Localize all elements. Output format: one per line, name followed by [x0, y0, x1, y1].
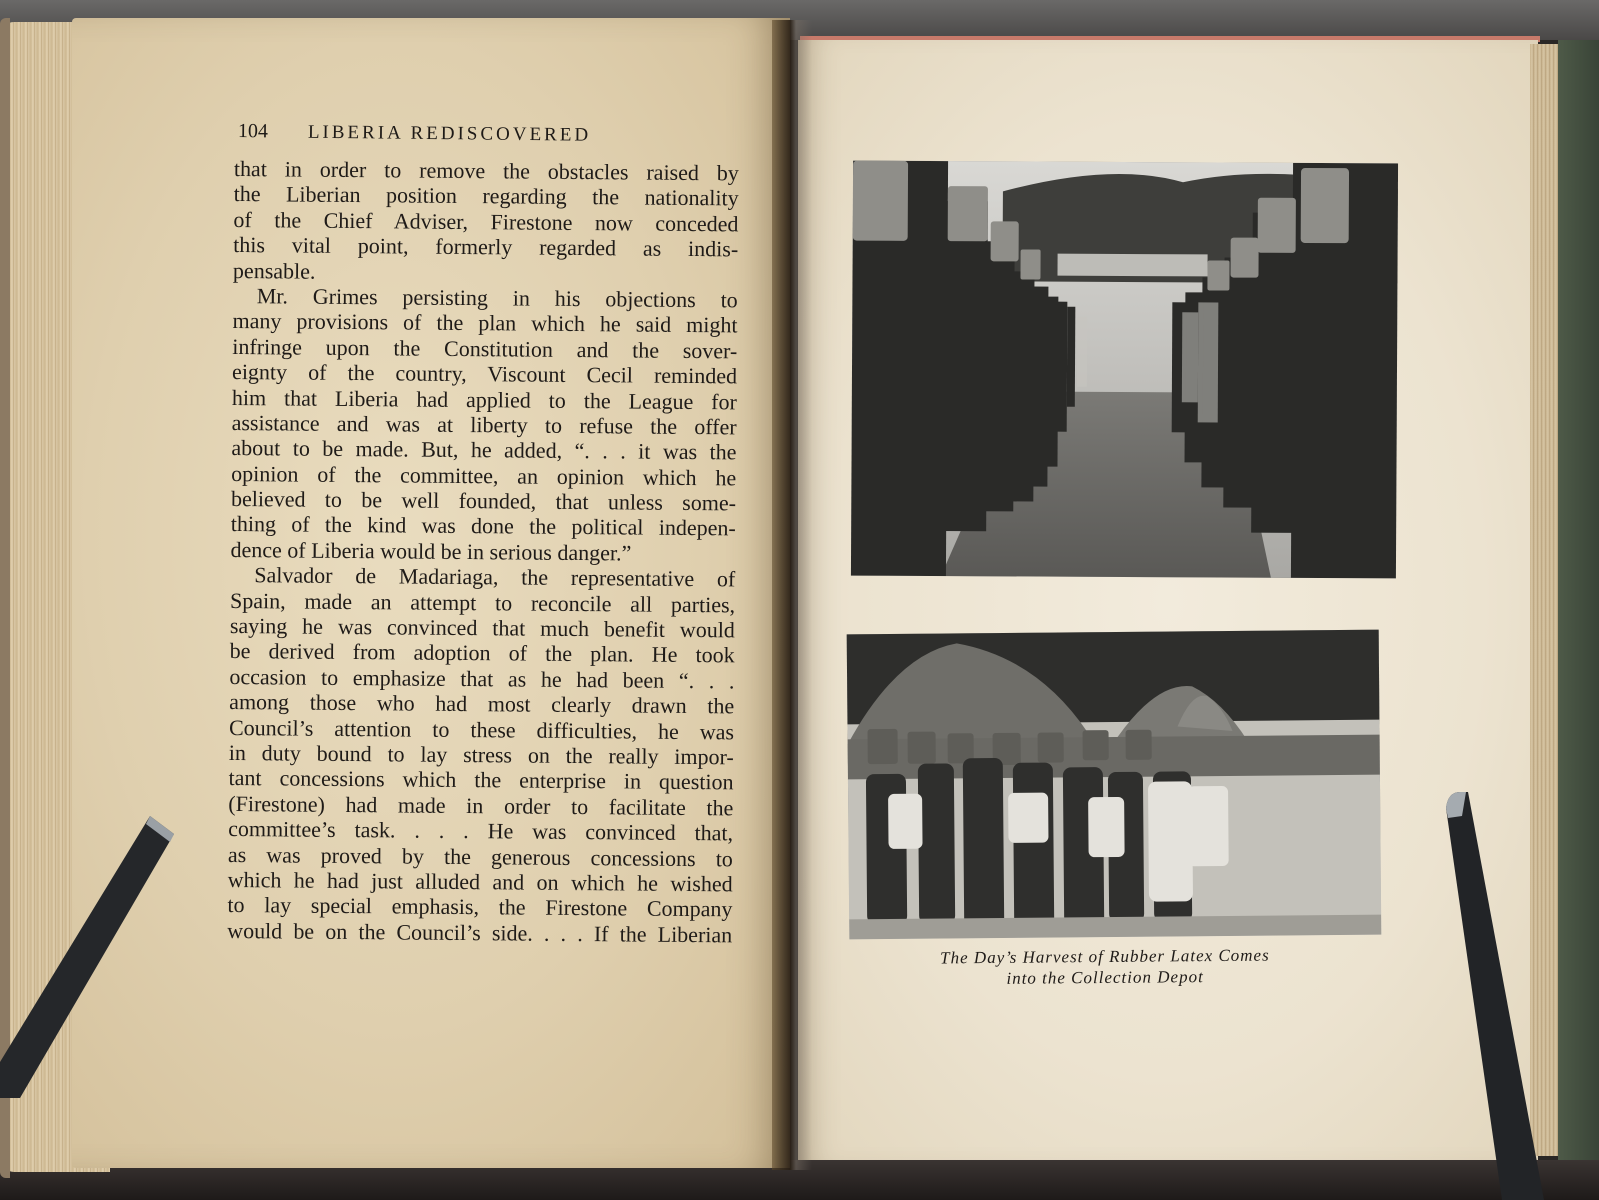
text-line: to lay special emphasis, the Firestone Company: [227, 892, 733, 922]
text-line: be derived from adoption of the plan. He took: [229, 638, 735, 668]
book-gutter: [772, 20, 812, 1170]
photo-latex-carriers-line: [851, 161, 1398, 579]
left-book-stand: [0, 812, 180, 1102]
text-line: pensable.: [232, 257, 316, 284]
text-line: assistance and was at liberty to refuse the offer: [231, 409, 737, 440]
text-line: believed to be well founded, that unless some-: [230, 486, 737, 516]
text-line: eignty of the country, Viscount Cecil reminded: [232, 359, 738, 389]
text-line: opinion of the committee, an opinion which he: [231, 460, 737, 491]
photo-collection-depot-image: [847, 630, 1382, 940]
text-line: which he had just alluded and on which he wished: [227, 866, 733, 897]
text-line: Salvador de Madariaga, the representative of: [254, 562, 736, 592]
text-line: Council’s attention to these difficulties, he was: [228, 714, 735, 744]
text-line: the Liberian position regarding the nationality: [233, 181, 739, 211]
text-line: Spain, made an attempt to reconcile all parties,: [230, 587, 736, 618]
text-line: about to be made. But, he added, “. . . it was the: [231, 435, 737, 465]
book-title: LIBERIA REDISCOVERED: [307, 121, 592, 146]
text-line: of the Chief Adviser, Firestone now conceded: [233, 206, 739, 237]
text-line: in duty bound to lay stress on the really impor-: [228, 739, 734, 770]
text-line: this vital point, formerly regarded as indis-: [233, 232, 739, 262]
text-line: would be on the Council’s side. . . . If the Liberian: [227, 917, 733, 948]
text-line: saying he was convinced that much benefit would: [229, 613, 735, 643]
text-line: thing of the kind was done the political indepen-: [230, 511, 736, 541]
text-line: Mr. Grimes persisting in his objections to: [256, 283, 738, 313]
text-line: tant concessions which the enterprise in question: [228, 765, 734, 795]
right-cover: [1558, 40, 1599, 1160]
text-line: dence of Liberia would be in serious danger.”: [230, 536, 632, 566]
text-line: many provisions of the plan which he said might: [232, 308, 738, 338]
text-line: (Firestone) had made in order to facilitate the: [228, 790, 734, 821]
right-book-stand: [1440, 788, 1550, 1200]
caption-line-2: into the Collection Depot: [1006, 967, 1204, 988]
text-line: among those who had most clearly drawn the: [229, 689, 735, 719]
page-number: 104: [237, 120, 268, 143]
text-line: that in order to remove the obstacles raised by: [233, 156, 739, 186]
text-line: as was proved by the generous concessions to: [227, 841, 733, 871]
text-line: infringe upon the Constitution and the sover-: [232, 333, 738, 364]
caption-line-1: The Day’s Harvest of Rubber Latex Comes: [940, 945, 1270, 968]
body-text: [227, 156, 739, 947]
photo-caption: [880, 944, 1330, 990]
photo-collection-depot: [847, 630, 1382, 940]
text-line: him that Liberia had applied to the League for: [231, 384, 737, 414]
text-line: occasion to emphasize that as he had been “. . .: [229, 663, 735, 694]
text-line: committee’s task. . . . He was convinced that,: [228, 816, 734, 846]
photo-latex-carriers-line-image: [851, 161, 1398, 579]
